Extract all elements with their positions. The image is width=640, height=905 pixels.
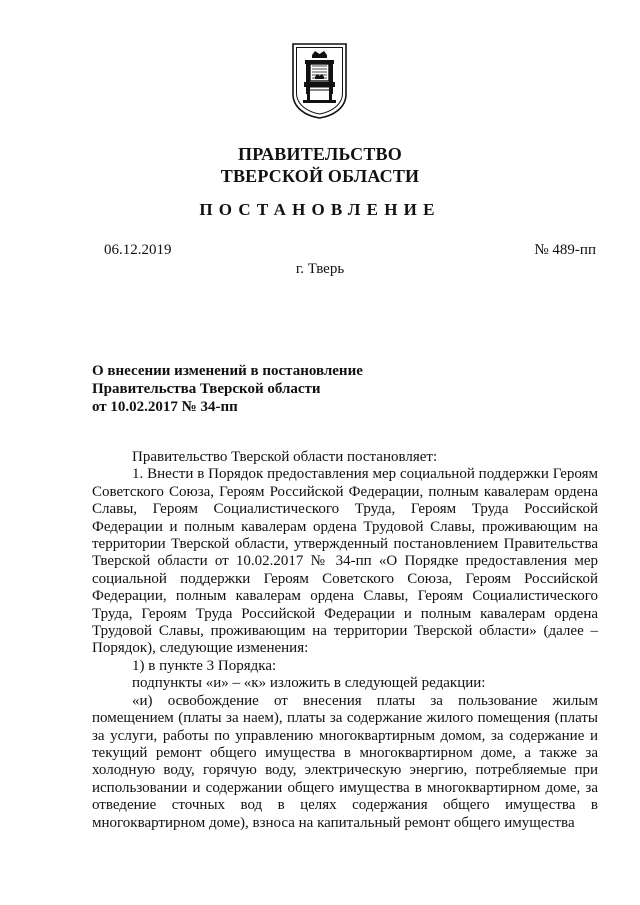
- body-paragraph: Правительство Тверской области постановляет:: [132, 449, 438, 465]
- body-paragraph: 1) в пункте 3 Порядка:: [132, 657, 277, 674]
- tver-coat-of-arms-icon: [291, 42, 348, 120]
- document-city: г. Тверь: [295, 261, 345, 277]
- subject-line: Правительства Тверской области: [92, 381, 321, 397]
- subject-line: О внесении изменений в постановление: [92, 363, 363, 379]
- document-number: № 489-пп: [534, 242, 596, 258]
- subject-line: от 10.02.2017 № 34-пп: [92, 399, 238, 415]
- document-type-heading: ПОСТАНОВЛЕНИЕ: [199, 200, 441, 219]
- body-paragraph: «и) освобождение от внесения платы за пользование жилым помещением (платы за наем), платы за содержание жилого помещения (платы за услуги, работы по управлению многоквартирным домом, за содержание и текущий ремонт общего имущества в многоквартирном доме, а также за холодную воду, горячую воду, электрическую энергию, потребляемые при использовании и содержании общего имущества в многоквартирном доме, за отведение сточных вод в целях содержания общего имущества в многоквартирном доме), взноса на капитальный ремонт общего имущества: [92, 692, 598, 831]
- document-subject: [92, 362, 492, 416]
- document-date: 06.12.2019: [104, 242, 172, 258]
- document-body: [92, 449, 598, 832]
- body-paragraph: 1. Внести в Порядок предоставления мер социальной поддержки Героям Советского Союза, Героям Российской Федерации, полным кавалерам ордена Славы, Героям Социалистического Труда, Героям Труда Российской Федерации и полным кавалерам ордена Трудовой Славы, проживающим на территории Тверской области, утвержденный постановлением Правительства Тверской области от 10.02.2017 № 34-пп «О Порядке предоставления мер социальной поддержки Героям Советского Союза, Героям Российской Федерации, полным кавалерам ордена Славы, Героям Социалистического Труда, Героям Труда Российской Федерации и полным кавалерам ордена Трудовой Славы, проживающим на территории Тверской области» (далее – Порядок), следующие изменения:: [92, 466, 598, 657]
- body-paragraph: подпункты «и» – «к» изложить в следующей редакции:: [132, 675, 486, 692]
- organization-title-line1: ПРАВИТЕЛЬСТВО: [238, 144, 402, 164]
- organization-title-line2: ТВЕРСКОЙ ОБЛАСТИ: [220, 166, 420, 186]
